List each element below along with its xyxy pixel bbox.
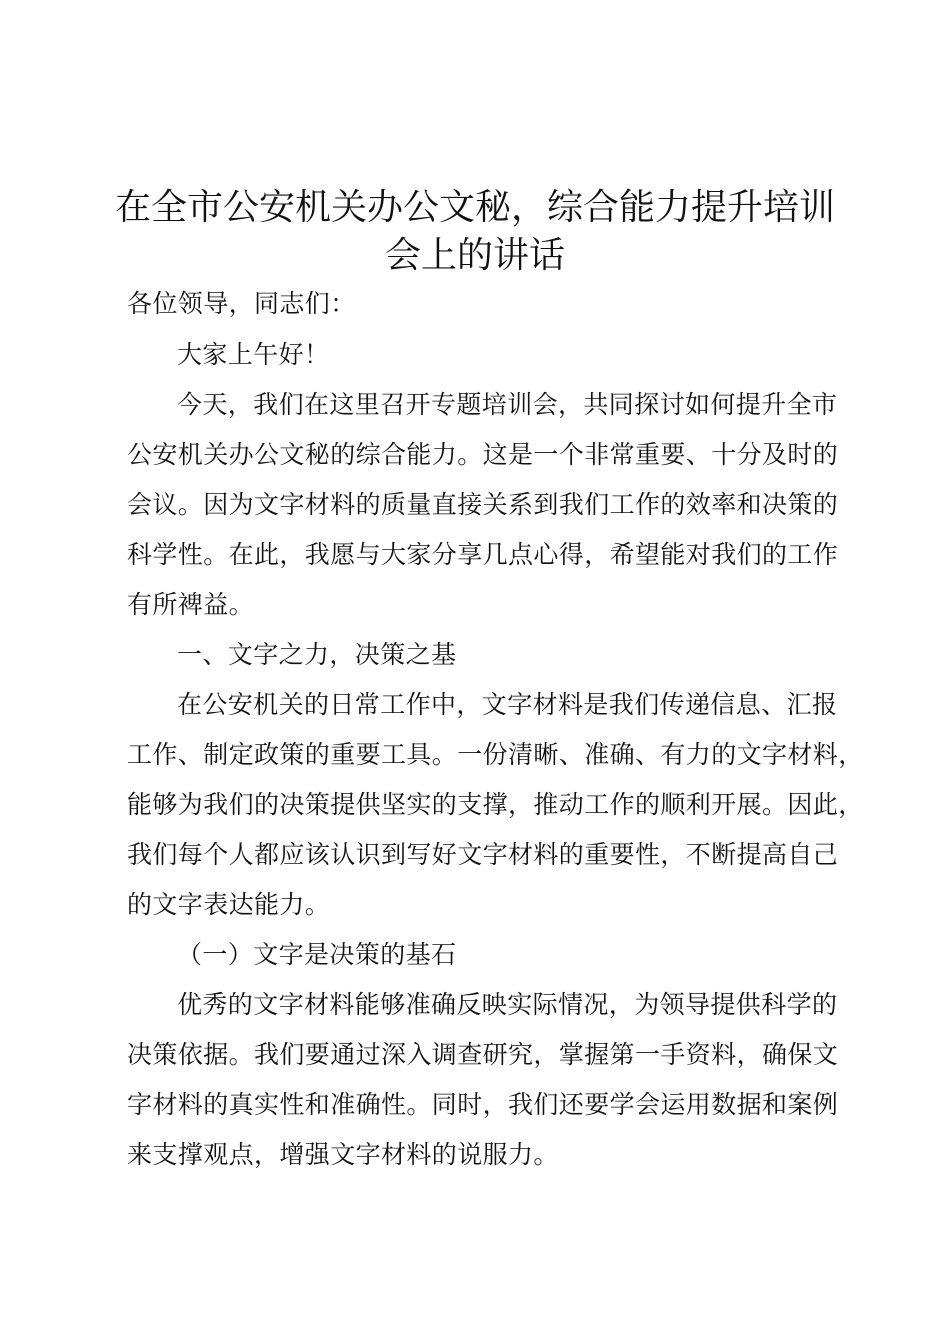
- section-body-line: 工作、制定政策的重要工具。一份清晰、准确、有力的文字材料，: [127, 740, 864, 769]
- intro-line: 有所裨益。: [127, 590, 255, 619]
- document-title-line-2: 会上的讲话: [384, 235, 565, 276]
- intro-line: 公安机关办公文秘的综合能力。这是一个非常重要、十分及时的: [127, 440, 839, 469]
- intro-line: 今天，我们在这里召开专题培训会，共同探讨如何提升全市: [177, 390, 838, 419]
- section-body-line: 的文字表达能力。: [127, 890, 331, 919]
- section-heading: 一、文字之力，决策之基: [177, 640, 457, 669]
- section-body-line: 在公安机关的日常工作中，文字材料是我们传递信息、汇报: [177, 690, 838, 719]
- subsection-heading: （一）文字是决策的基石: [177, 940, 457, 969]
- subsection-body-line: 优秀的文字材料能够准确反映实际情况，为领导提供科学的: [177, 990, 838, 1019]
- document-title-line-1: 在全市公安机关办公文秘，综合能力提升培训: [114, 187, 835, 228]
- section-body-line: 我们每个人都应该认识到写好文字材料的重要性，不断提高自己: [127, 840, 839, 869]
- intro-line: 科学性。在此，我愿与大家分享几点心得，希望能对我们的工作: [127, 540, 839, 569]
- subsection-body-line: 决策依据。我们要通过深入调查研究，掌握第一手资料，确保文: [127, 1040, 839, 1069]
- section-body-line: 能够为我们的决策提供坚实的支撑，推动工作的顺利开展。因此，: [127, 790, 864, 819]
- subsection-body-line: 字材料的真实性和准确性。同时，我们还要学会运用数据和案例: [127, 1090, 839, 1119]
- intro-line: 会议。因为文字材料的质量直接关系到我们工作的效率和决策的: [127, 490, 839, 519]
- salutation: 各位领导，同志们：: [127, 289, 356, 318]
- greeting: 大家上午好！: [177, 340, 330, 369]
- subsection-body-line: 来支撑观点，增强文字材料的说服力。: [127, 1140, 559, 1169]
